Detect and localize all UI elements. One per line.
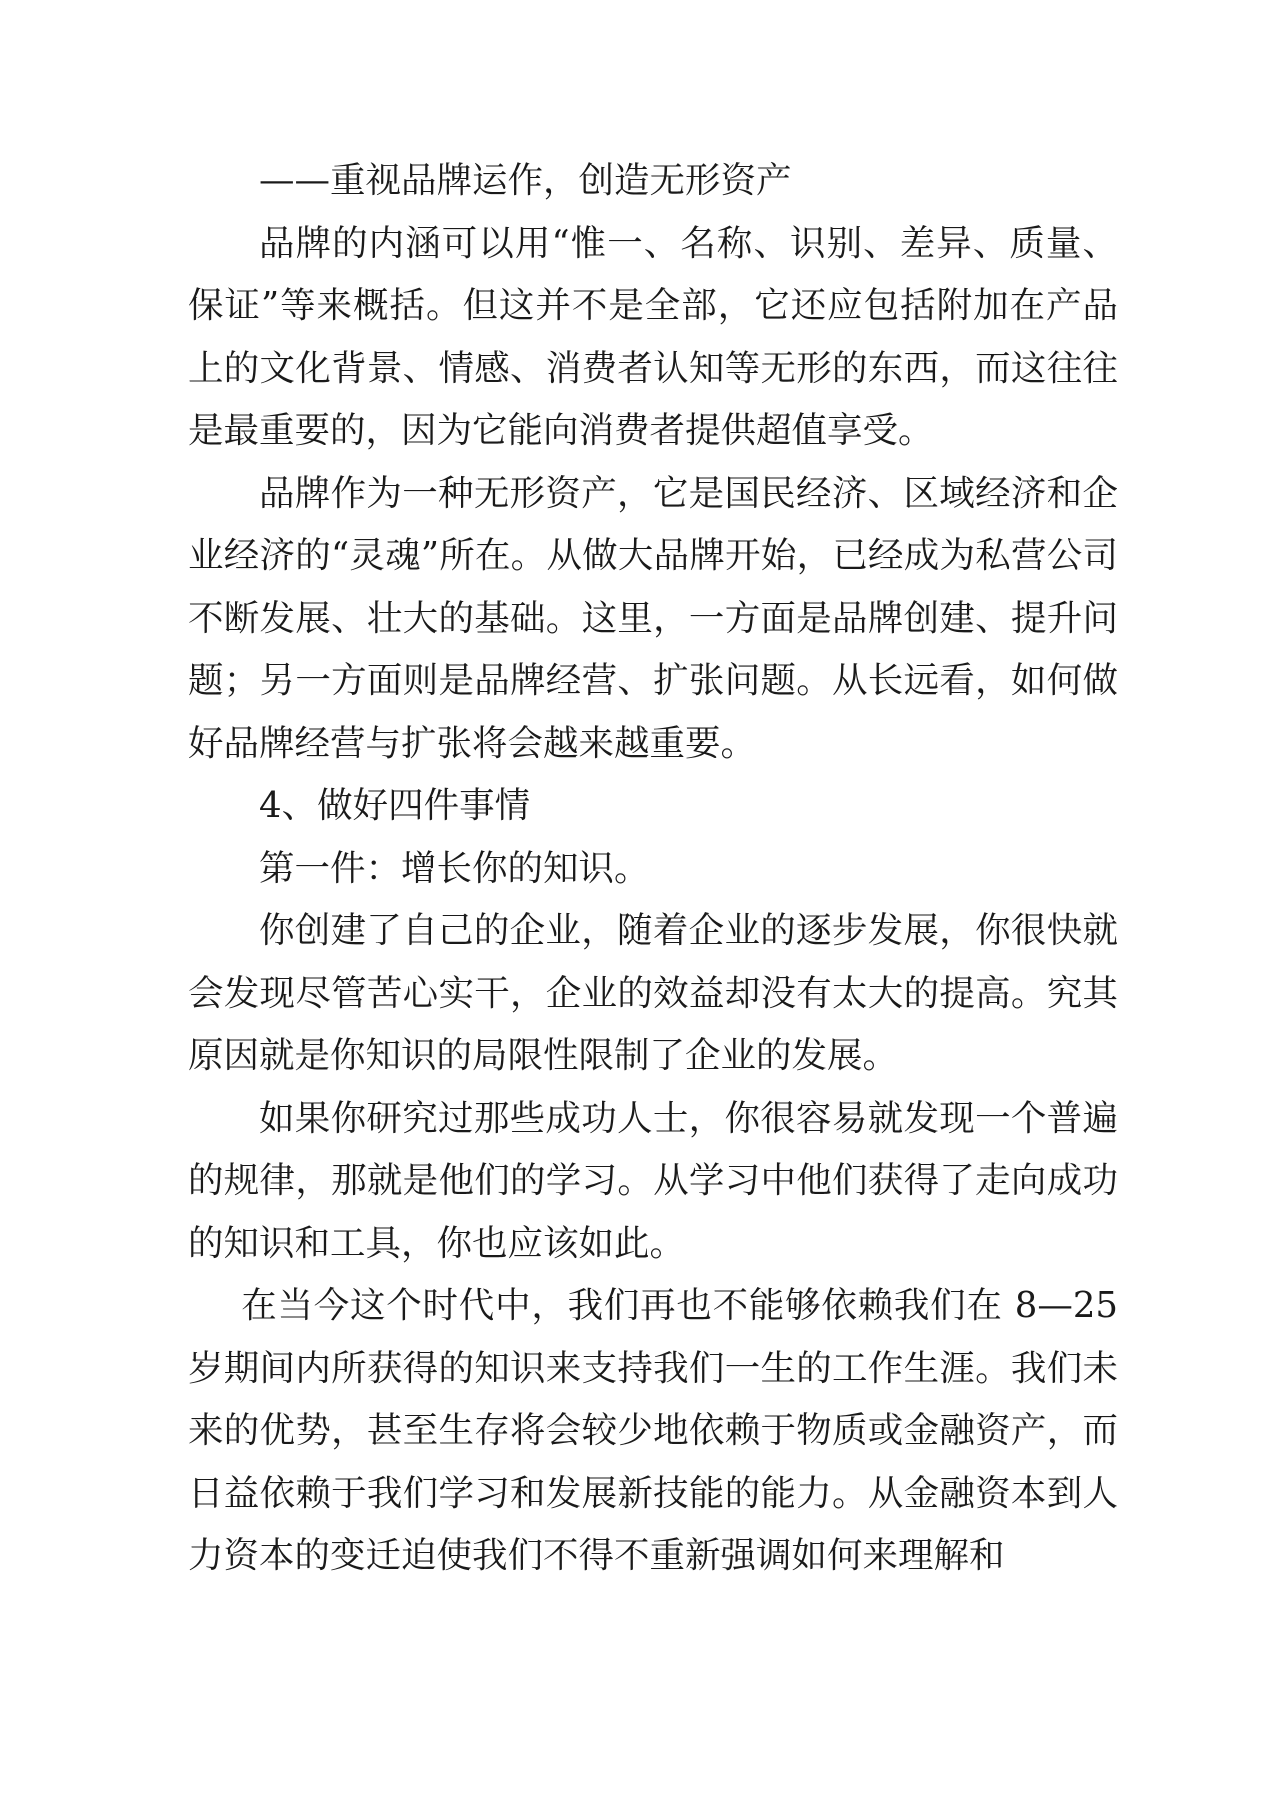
paragraph-modern-era: 在当今这个时代中，我们再也不能够依赖我们在 8—25岁期间内所获得的知识来支持我们一生的工作生涯。我们未来的优势，甚至生存将会较少地依赖于物质或金融资产，而日益依赖于我们学习和发展新技能的能力。从金融资本到人力资本的变迁迫使我们不得不重新强调如何来理解和: [188, 1285, 1118, 1576]
paragraph-brand-asset: 品牌作为一种无形资产，它是国民经济、区域经济和企业经济的“灵魂”所在。从做大品牌开始，已经成为私营公司不断发展、壮大的基础。这里，一方面是品牌创建、提升问题；另一方面则是品牌经营、扩张问题。从长远看，如何做好品牌经营与扩张将会越来越重要。: [188, 472, 1118, 764]
body-text: [188, 150, 1118, 1588]
paragraph-brand-heading: ——重视品牌运作，创造无形资产: [259, 160, 792, 201]
paragraph-successful-people: 如果你研究过那些成功人士，你很容易就发现一个普遍的规律，那就是他们的学习。从学习中他们获得了走向成功的知识和工具，你也应该如此。: [188, 1097, 1118, 1264]
paragraph-brand-meaning: 品牌的内涵可以用“惟一、名称、识别、差异、质量、保证”等来概括。但这并不是全部，它还应包括附加在产品上的文化背景、情感、消费者认知等无形的东西，而这往往是最重要的，因为它能向消费者提供超值享受。: [188, 222, 1118, 451]
item-heading-first: 第一件：增长你的知识。: [259, 847, 650, 889]
section-heading-four-things: 4、做好四件事情: [259, 785, 531, 826]
paragraph-knowledge-limit: 你创建了自己的企业，随着企业的逐步发展，你很快就会发现尽管苦心实干，企业的效益却没有太大的提高。究其原因就是你知识的局限性限制了企业的发展。: [188, 910, 1118, 1076]
